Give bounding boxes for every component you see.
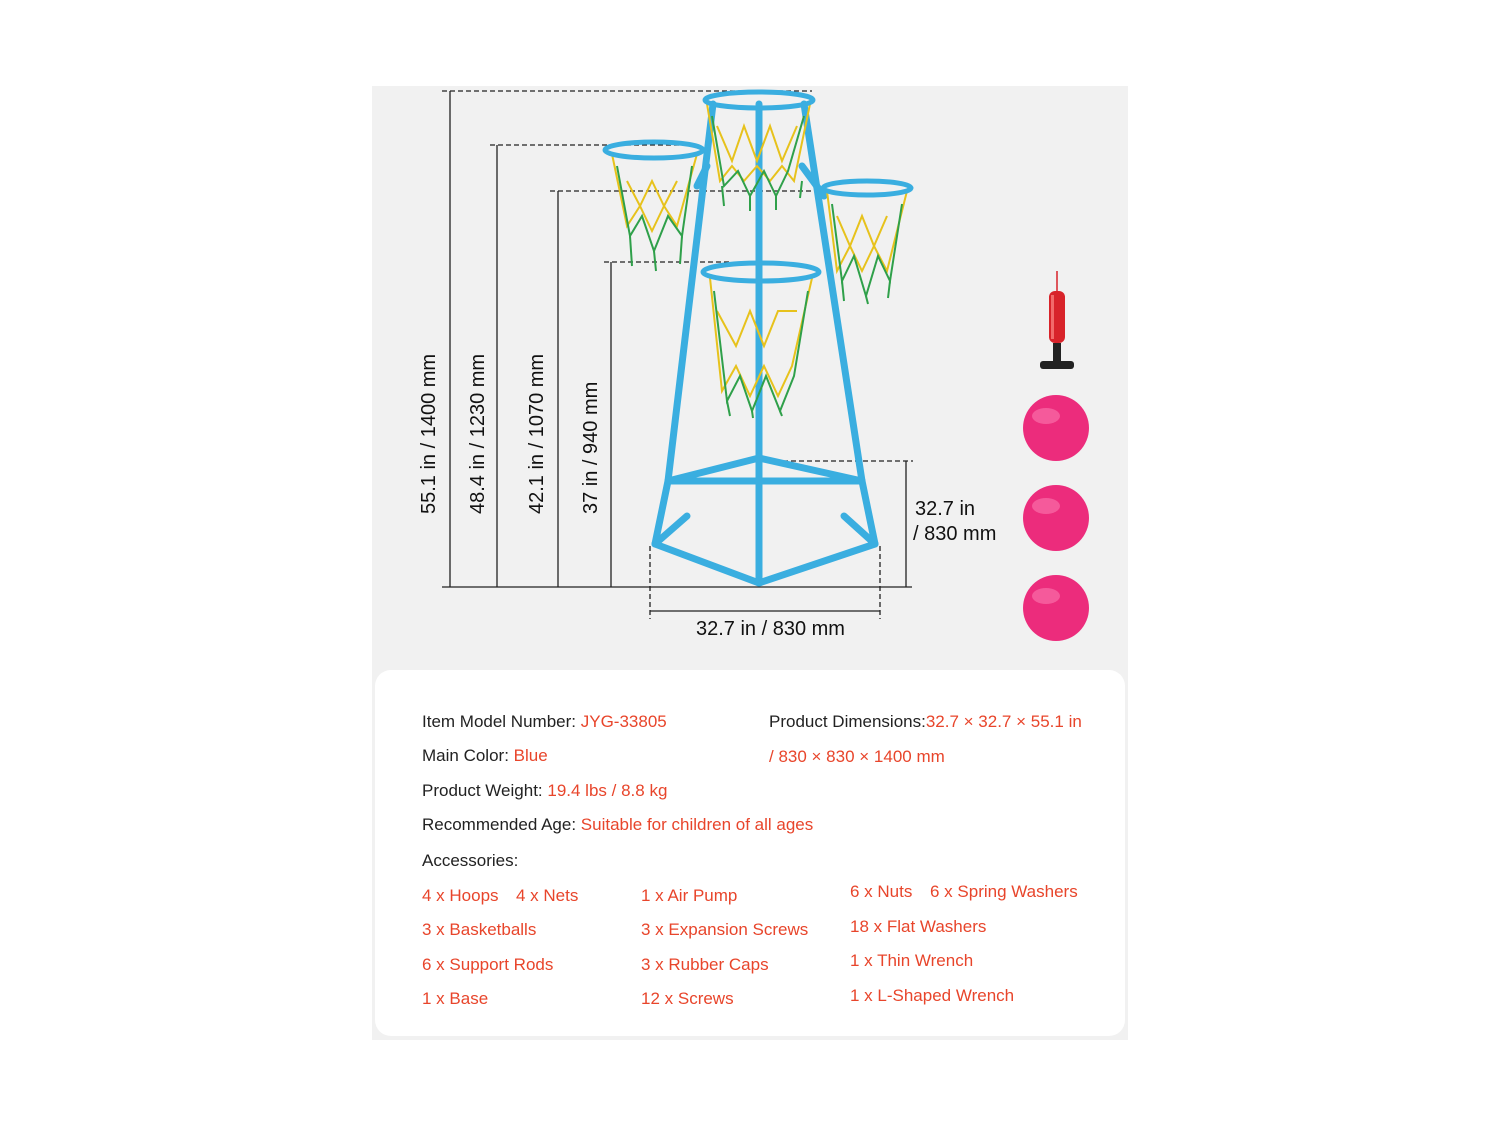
base-depth-label-line1: 32.7 in <box>915 498 976 520</box>
height-hoop4-label: 37 in / 940 mm <box>580 381 602 514</box>
accessory-item: 3 x Rubber Caps <box>641 955 769 974</box>
accessory-item: 3 x Basketballs <box>422 920 537 939</box>
product-dimensions-value: 32.7 × 32.7 × 55.1 in <box>925 712 1082 731</box>
accessories-label: Accessories: <box>422 851 519 870</box>
product-dimensions-row <box>769 712 1082 732</box>
main-color-row <box>422 746 548 766</box>
accessory-item: 6 x Nuts <box>850 882 913 901</box>
product-dimensions-metric: / 830 × 830 × 1400 mm <box>769 747 945 766</box>
accessory-item: 4 x Nets <box>516 886 579 905</box>
height-hoop3-label: 42.1 in / 1070 mm <box>526 353 548 514</box>
accessory-item: 6 x Support Rods <box>422 955 554 974</box>
main-color-value: Blue <box>513 746 548 765</box>
model-number-label: Item Model Number: <box>422 712 576 731</box>
basketballs <box>1023 395 1089 641</box>
accessory-item: 12 x Screws <box>641 989 734 1008</box>
air-pump-icon <box>1040 271 1074 369</box>
product-weight-value: 19.4 lbs / 8.8 kg <box>547 781 668 800</box>
height-hoop2-label: 48.4 in / 1230 mm <box>467 353 489 514</box>
accessory-item: 1 x Air Pump <box>641 886 738 905</box>
base-depth-label-line2: / 830 mm <box>913 523 997 545</box>
main-color-label: Main Color: <box>422 746 509 765</box>
accessory-item: 1 x L-Shaped Wrench <box>850 986 1015 1005</box>
recommended-age-row <box>422 815 813 835</box>
model-number-row <box>422 712 667 732</box>
height-total-label: 55.1 in / 1400 mm <box>418 353 440 514</box>
accessory-item: 6 x Spring Washers <box>930 882 1078 901</box>
product-dimensions-label: Product Dimensions: <box>769 712 926 731</box>
base-width-label: 32.7 in / 830 mm <box>696 618 845 640</box>
accessory-item: 4 x Hoops <box>422 886 499 905</box>
specs-panel <box>375 670 1125 1036</box>
product-weight-label: Product Weight: <box>422 781 543 800</box>
accessory-item: 1 x Base <box>422 989 489 1008</box>
recommended-age-value: Suitable for children of all ages <box>580 815 814 834</box>
accessory-item: 18 x Flat Washers <box>850 917 987 936</box>
product-card <box>372 86 1128 1040</box>
product-weight-row <box>422 781 667 801</box>
accessory-item: 3 x Expansion Screws <box>641 920 809 939</box>
model-number-value: JYG-33805 <box>580 712 667 731</box>
accessory-item: 1 x Thin Wrench <box>850 951 974 970</box>
recommended-age-label: Recommended Age: <box>422 815 577 834</box>
